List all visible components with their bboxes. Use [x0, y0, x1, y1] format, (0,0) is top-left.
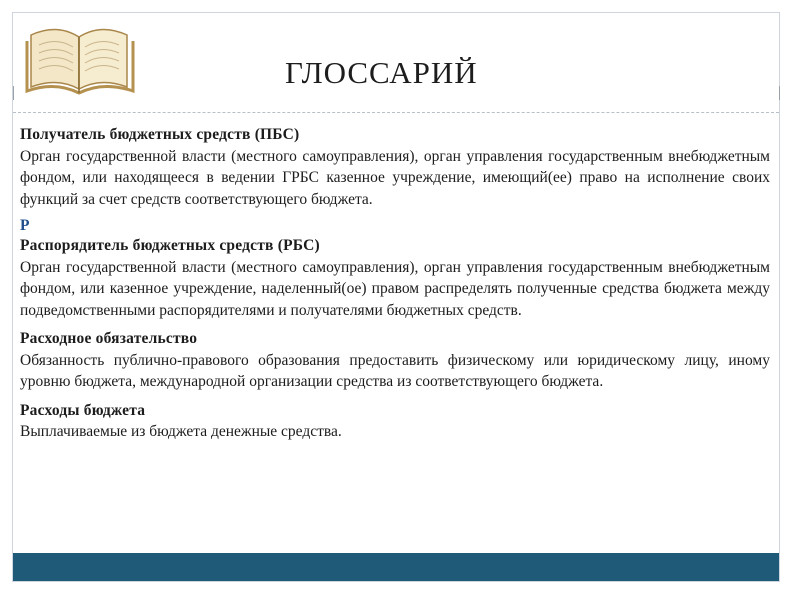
glossary-entry	[20, 217, 770, 321]
glossary-entry	[20, 400, 770, 443]
glossary-definition: Орган государственной власти (местного самоуправления), орган управления государственным внебюджетным фондом, или казенное учреждение, наделенный(ое) правом распределять полученные средства бюджета между подведомственными распорядителями и получателями бюджетных средств.	[20, 258, 770, 319]
glossary-definition: Орган государственной власти (местного самоуправления), орган управления государственным внебюджетным фондом, или находящееся в ведении ГРБС казенное учреждение, имеющий(ее) право на исполнение своих функций за счет средств соответствующего бюджета.	[20, 147, 770, 208]
slide-header	[13, 13, 779, 99]
glossary-term: Расходы бюджета	[20, 401, 146, 419]
dashed-divider	[13, 112, 779, 113]
glossary-entry	[20, 328, 770, 393]
page-title: ГЛОССАРИЙ	[285, 55, 478, 90]
divider-tick-left	[13, 86, 14, 100]
glossary-definition: Выплачиваемые из бюджета денежные средства.	[20, 423, 342, 440]
alphabet-letter: Р	[20, 217, 30, 234]
glossary-definition: Обязанность публично-правового образования предоставить физическому или юридическому лицу, иному уровню бюджета, международной организации средства из соответствующего бюджета.	[20, 351, 770, 390]
glossary-entry	[20, 124, 770, 210]
glossary-term: Расходное обязательство	[20, 330, 198, 347]
glossary-list	[20, 124, 770, 450]
glossary-term: Распорядитель бюджетных средств (РБС)	[20, 237, 320, 254]
glossary-term: Получатель бюджетных средств (ПБС)	[20, 126, 300, 143]
open-book-icon	[21, 15, 139, 95]
divider-tick-right	[779, 86, 780, 100]
footer-bar	[13, 553, 779, 581]
